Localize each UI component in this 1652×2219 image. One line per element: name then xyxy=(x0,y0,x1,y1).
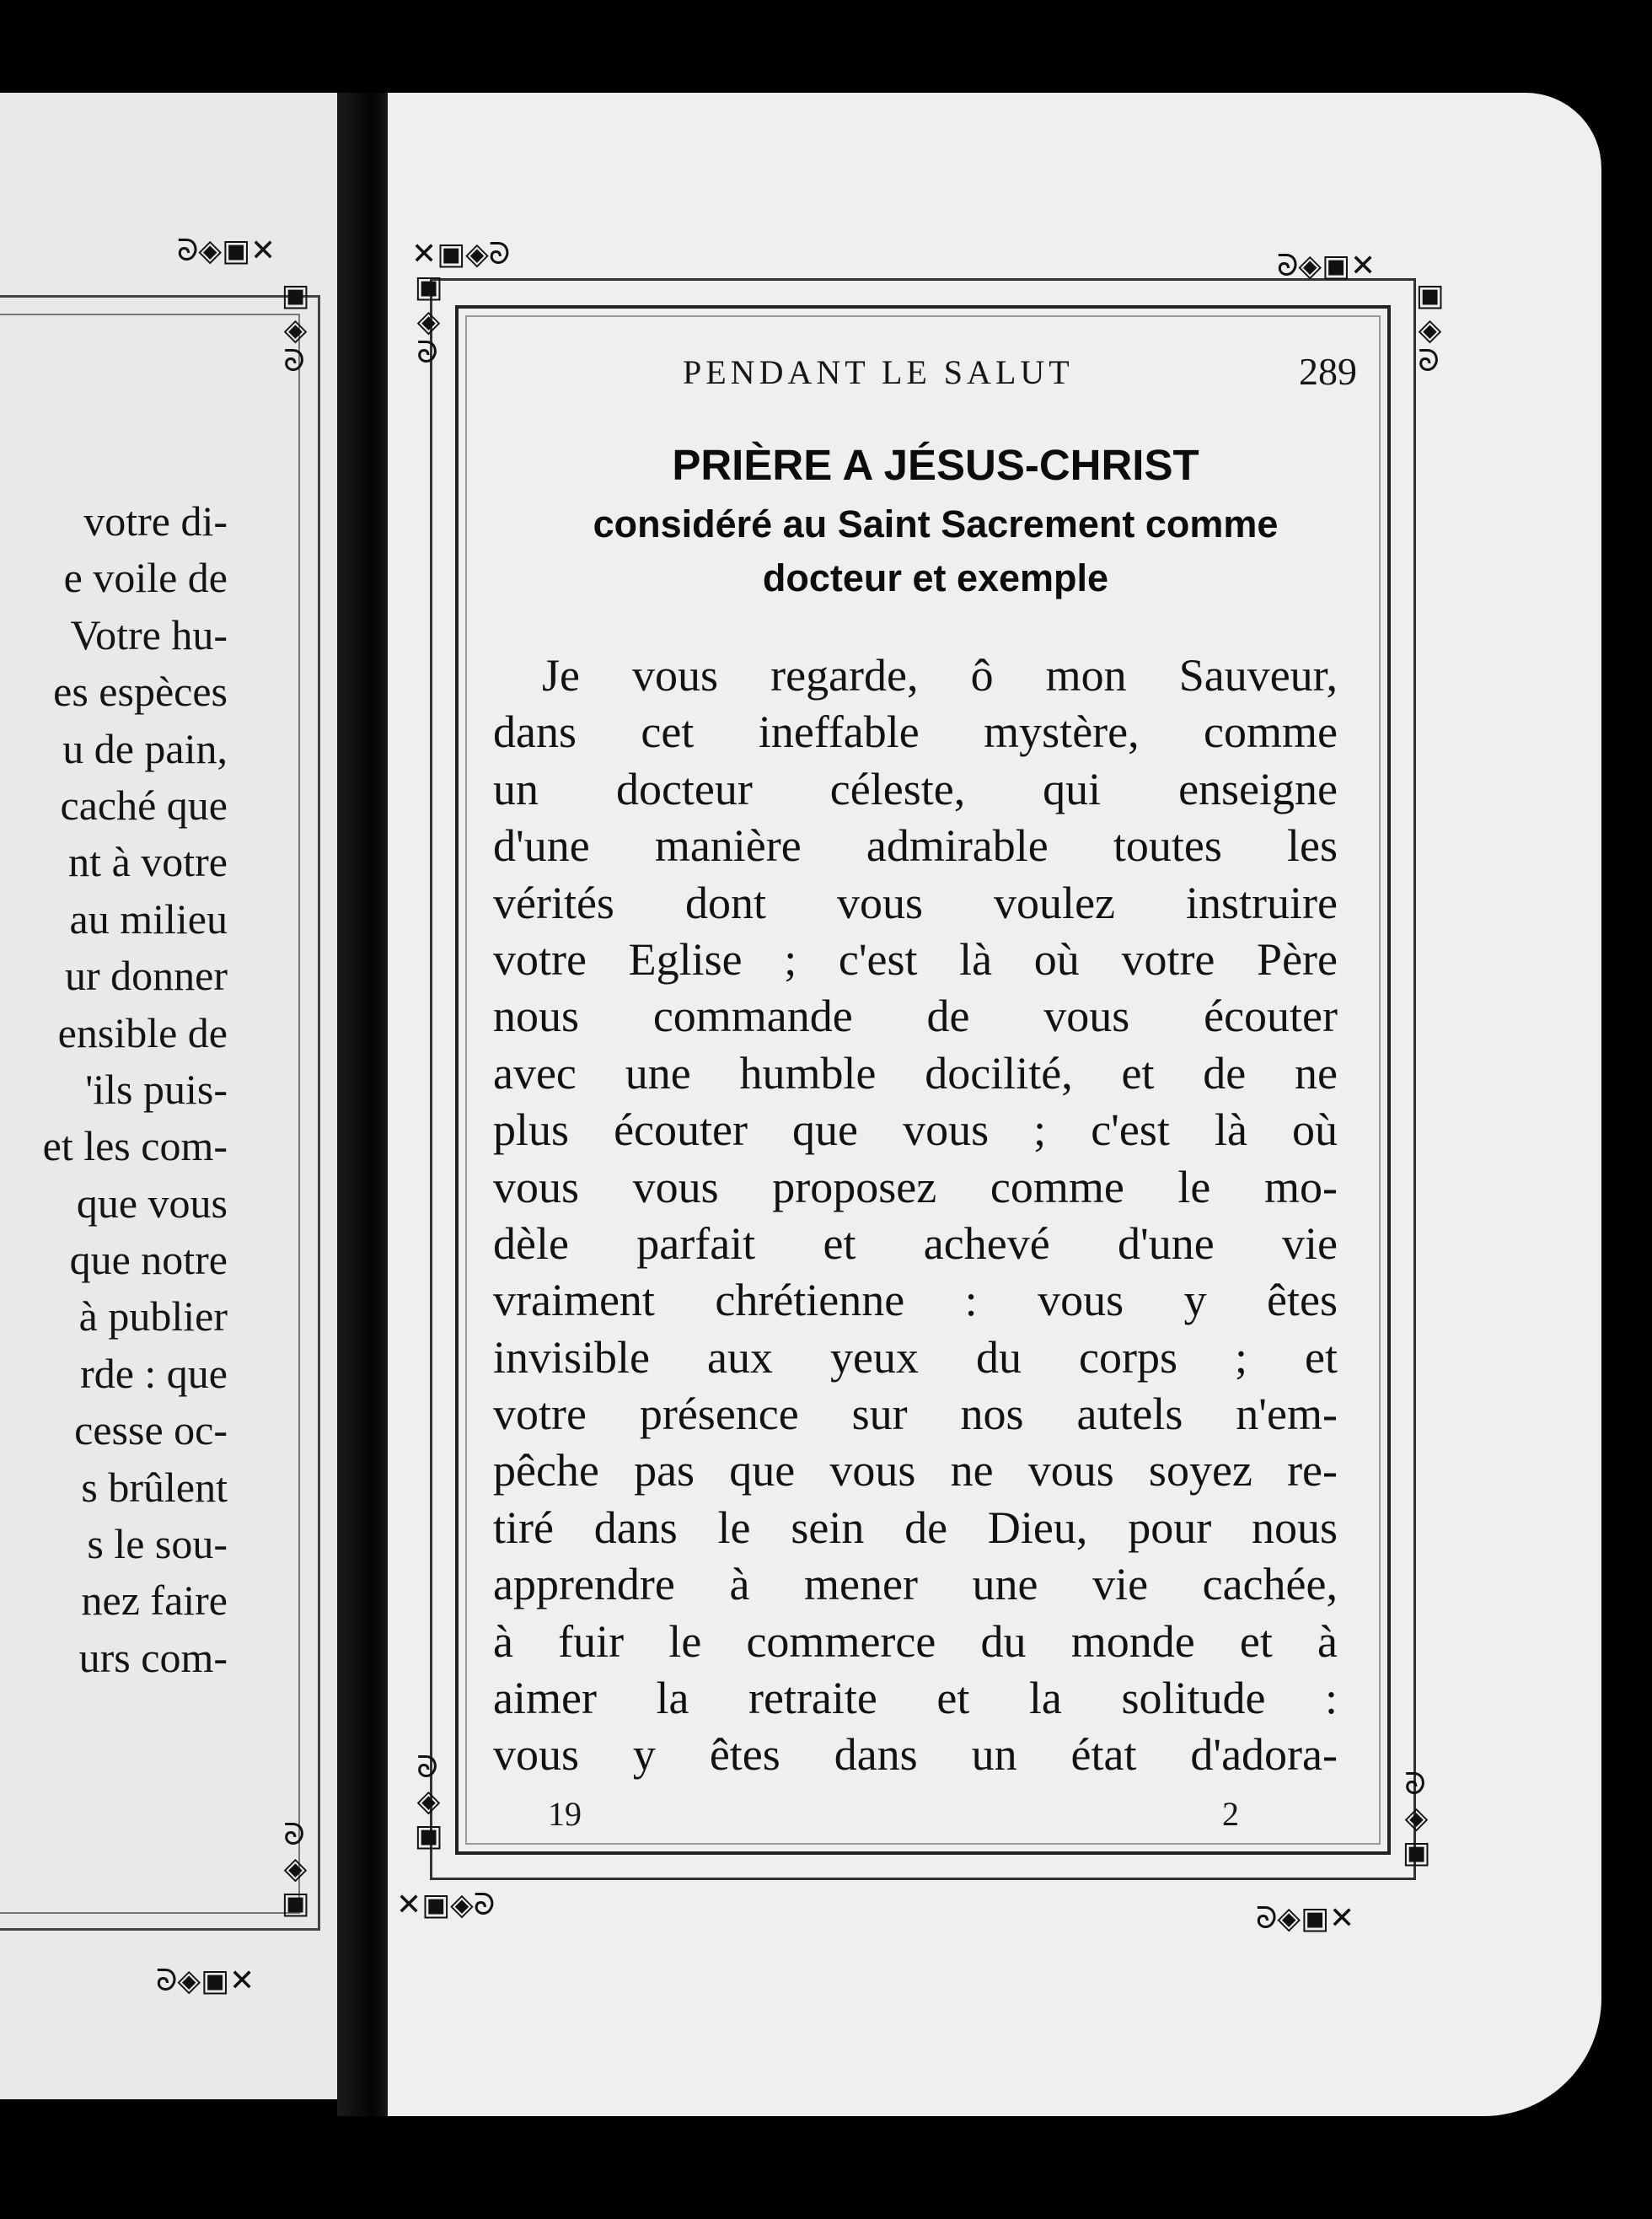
body-line: tiré dans le sein de Dieu, pour nous xyxy=(493,1502,1338,1553)
left-line: au milieu xyxy=(69,895,228,943)
left-line: rde : que xyxy=(80,1349,228,1397)
left-line: e voile de xyxy=(63,554,228,602)
ornament-left-bottom-side-icon: ᘐ◈▣ xyxy=(411,1754,446,1853)
body-line: nous commande de vous écouter xyxy=(493,991,1338,1042)
left-line: votre di- xyxy=(83,497,228,545)
ornament-left-top-side-icon: ▣◈ᘐ xyxy=(411,270,446,369)
left-line: que vous xyxy=(76,1179,228,1227)
left-line: cesse oc- xyxy=(74,1406,228,1454)
body-line: vérités dont vous voulez instruire xyxy=(493,877,1338,928)
body-line: votre Eglise ; c'est là où votre Père xyxy=(493,933,1338,985)
body-line: aimer la retraite et la solitude : xyxy=(493,1673,1338,1724)
left-line: nez faire xyxy=(81,1577,228,1625)
body-line: vous y êtes dans un état d'adora- xyxy=(493,1729,1338,1781)
left-line: et les com- xyxy=(42,1122,228,1170)
left-ornament-bottom-side-icon: ᘐ◈▣ xyxy=(278,1821,313,1921)
left-line: ur donner xyxy=(65,952,228,1000)
left-line: es espèces xyxy=(53,668,228,716)
signature-mark-left: 19 xyxy=(548,1795,582,1833)
left-line: s brûlent xyxy=(81,1463,228,1511)
body-line: avec une humble docilité, et de ne xyxy=(493,1047,1338,1099)
body-line: un docteur céleste, qui enseigne xyxy=(493,763,1338,814)
body-line: votre présence sur nos autels n'em- xyxy=(493,1389,1338,1440)
left-page xyxy=(0,93,354,2099)
ornament-right-bottom-side-icon: ᘐ◈▣ xyxy=(1399,1770,1434,1870)
prayer-body xyxy=(493,647,1338,1784)
ornament-top-right-icon: ᘐ◈▣✕ xyxy=(1277,249,1376,283)
left-page-text xyxy=(0,493,228,1686)
left-line: urs com- xyxy=(78,1633,228,1681)
left-ornament-top-icon: ᘐ◈▣✕ xyxy=(177,234,276,268)
left-line: Votre hu- xyxy=(70,610,228,658)
body-line: vraiment chrétienne : vous y êtes xyxy=(493,1275,1338,1326)
left-ornament-bottom-icon: ᘐ◈▣✕ xyxy=(156,1964,255,1998)
body-line: apprendre à mener une vie cachée, xyxy=(493,1559,1338,1610)
running-head: PENDANT LE SALUT xyxy=(683,353,1074,391)
left-line: s le sou- xyxy=(87,1520,228,1568)
subtitle-line: considéré au Saint Sacrement comme xyxy=(593,502,1279,545)
prayer-title: PRIÈRE A JÉSUS-CHRIST xyxy=(672,441,1199,489)
ornament-right-top-side-icon: ▣◈ᘐ xyxy=(1413,278,1447,378)
signature-mark-right: 2 xyxy=(1222,1795,1239,1833)
body-line: dèle parfait et achevé d'une vie xyxy=(493,1217,1338,1269)
page-number: 289 xyxy=(1299,350,1357,393)
ornament-bottom-left-icon: ✕▣◈ᘐ xyxy=(396,1888,496,1922)
body-line: vous vous proposez comme le mo- xyxy=(493,1161,1338,1212)
body-line: d'une manière admirable toutes les xyxy=(493,820,1338,872)
prayer-subtitle xyxy=(489,497,1382,605)
left-line: que notre xyxy=(69,1236,228,1284)
left-line: à publier xyxy=(78,1292,228,1341)
ornament-bottom-right-icon: ᘐ◈▣✕ xyxy=(1256,1901,1355,1936)
left-line: ensible de xyxy=(57,1008,228,1056)
left-line: u de pain, xyxy=(62,724,228,772)
body-line: Je vous regarde, ô mon Sauveur, xyxy=(542,650,1338,701)
ornament-top-left-icon: ✕▣◈ᘐ xyxy=(411,237,511,271)
left-line: 'ils puis- xyxy=(85,1065,228,1113)
body-line: dans cet ineffable mystère, comme xyxy=(493,707,1338,758)
body-line: plus écouter que vous ; c'est là où xyxy=(493,1104,1338,1156)
subtitle-line: docteur et exemple xyxy=(762,556,1109,599)
left-line: caché que xyxy=(60,781,228,829)
left-line: nt à votre xyxy=(68,838,228,886)
body-line: à fuir le commerce du monde et à xyxy=(493,1615,1338,1667)
body-line: invisible aux yeux du corps ; et xyxy=(493,1331,1338,1383)
body-line: pêche pas que vous ne vous soyez re- xyxy=(493,1445,1338,1496)
left-ornament-top-side-icon: ▣◈ᘐ xyxy=(278,278,313,378)
